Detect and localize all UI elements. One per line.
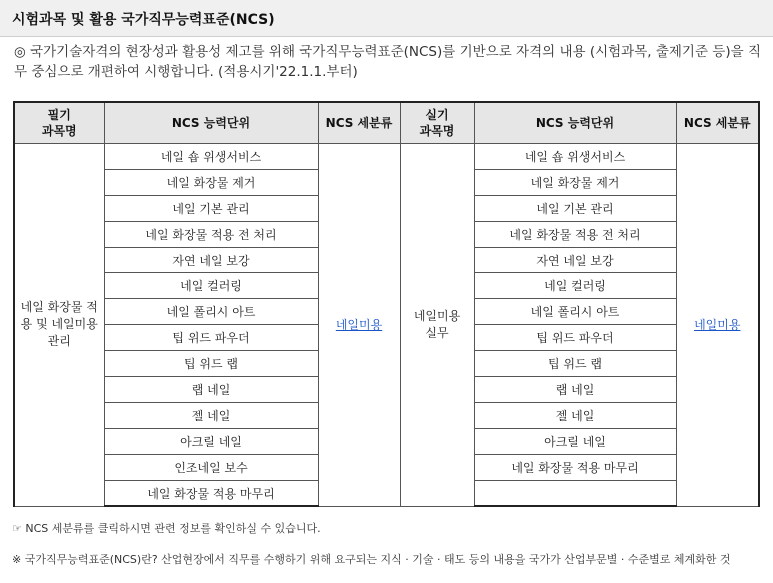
header-practical-subject: 실기 과목명: [400, 102, 474, 144]
practical-unit-cell: 팁 위드 랩: [474, 351, 676, 377]
practical-unit-cell: 네일 화장물 적용 마무리: [474, 454, 676, 480]
header-ncs-sub: NCS 세분류: [318, 102, 400, 144]
footnote-ncs-definition: ※ 국가직무능력표준(NCS)란? 산업현장에서 직무를 수행하기 위해 요구되는 지식 · 기술 · 태도 등의 내용을 국가가 산업부문별 · 수준별로 체계화한 것: [12, 553, 731, 566]
header-written-subject: 필기 과목명: [14, 102, 104, 144]
table-header-row: [14, 102, 759, 144]
practical-unit-cell: 자연 네일 보강: [474, 247, 676, 273]
written-unit-cell: 네일 숍 위생서비스: [104, 144, 318, 170]
written-unit-cell: 랩 네일: [104, 377, 318, 403]
notice-text: ◎ 국가기술자격의 현장성과 활용성 제고를 위해 국가직무능력표준(NCS)를 기반으로 자격의 내용 (시험과목, 출제기준 등)을 직무 중심으로 개편하여 시행합니다. (적용시기'22.1.1.부터): [14, 44, 761, 80]
written-subject: 네일 화장물 적용 및 네일미용 관리: [20, 300, 98, 349]
written-ncs-link[interactable]: 네일미용: [335, 318, 383, 333]
written-unit-cell: 팁 위드 파우더: [104, 325, 318, 351]
section-title: 시험과목 및 활용 국가직무능력표준(NCS): [12, 12, 275, 28]
written-unit-cell: 아크릴 네일: [104, 428, 318, 454]
written-unit-cell: 네일 기본 관리: [104, 195, 318, 221]
written-ncs-sub-cell: [318, 144, 400, 507]
practical-unit-cell: 네일 폴리시 아트: [474, 299, 676, 325]
header-ncs-sub-2: NCS 세분류: [676, 102, 759, 144]
written-unit-cell: 자연 네일 보강: [104, 247, 318, 273]
practical-unit-cell: 네일 기본 관리: [474, 195, 676, 221]
written-unit-cell: 네일 컬러링: [104, 273, 318, 299]
written-unit-cell: 네일 화장물 제거: [104, 169, 318, 195]
header-ncs-unit: NCS 능력단위: [104, 102, 318, 144]
practical-unit-cell: 네일 컬러링: [474, 273, 676, 299]
practical-unit-cell: 네일 화장물 제거: [474, 169, 676, 195]
practical-unit-cell: 팁 위드 파우더: [474, 325, 676, 351]
written-unit-cell: 네일 화장물 적용 전 처리: [104, 221, 318, 247]
header-ncs-unit-2: NCS 능력단위: [474, 102, 676, 144]
practical-unit-cell: 아크릴 네일: [474, 428, 676, 454]
practical-unit-cell: [474, 480, 676, 506]
practical-subject: 네일미용 실무: [413, 308, 461, 340]
practical-ncs-sub-cell: [676, 144, 759, 507]
table-row: [14, 144, 759, 170]
written-unit-cell: 네일 폴리시 아트: [104, 299, 318, 325]
written-unit-cell: 팁 위드 랩: [104, 351, 318, 377]
practical-unit-cell: 네일 화장물 적용 전 처리: [474, 221, 676, 247]
written-subject-cell: [14, 144, 104, 507]
section-header: [0, 0, 773, 37]
footnote-click-info: ☞ NCS 세분류를 클릭하시면 관련 정보를 확인하실 수 있습니다.: [12, 522, 321, 535]
practical-subject-cell: [400, 144, 474, 507]
practical-unit-cell: 젤 네일: [474, 402, 676, 428]
written-unit-cell: 네일 화장물 적용 마무리: [104, 480, 318, 506]
practical-ncs-link[interactable]: 네일미용: [694, 318, 741, 333]
practical-unit-cell: 네일 숍 위생서비스: [474, 144, 676, 170]
written-unit-cell: 젤 네일: [104, 402, 318, 428]
ncs-table: [13, 101, 760, 507]
practical-unit-cell: 랩 네일: [474, 377, 676, 403]
written-unit-cell: 인조네일 보수: [104, 454, 318, 480]
